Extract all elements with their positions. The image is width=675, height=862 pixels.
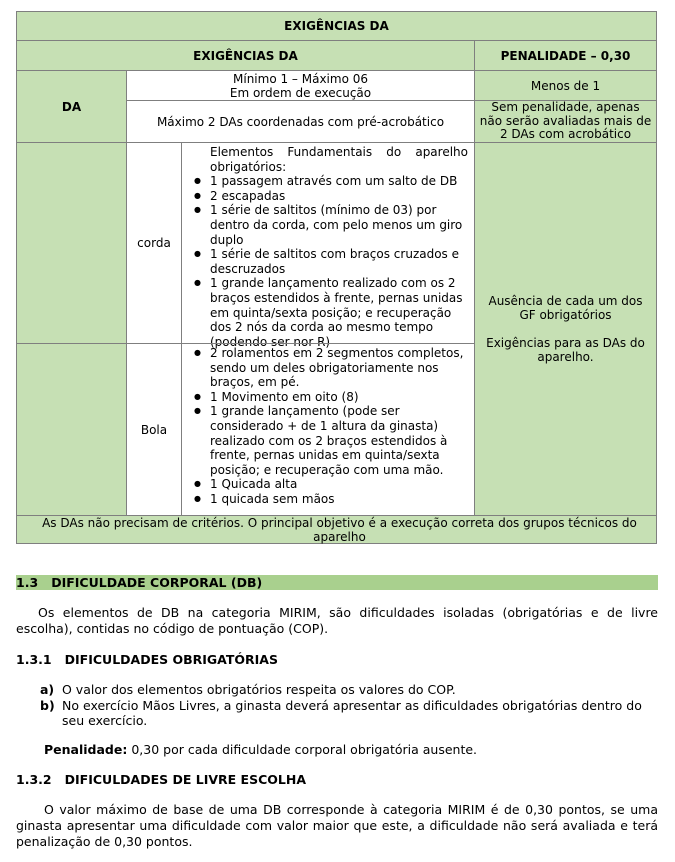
obligatory-list — [40, 682, 650, 729]
header-penalty: PENALIDADE – 0,30 — [474, 40, 657, 71]
apparatus-left-bola — [16, 343, 127, 516]
table-title: EXIGÊNCIAS DA — [16, 11, 657, 41]
table-footer: As DAs não precisam de critérios. O principal objetivo é a execução correta dos grupos técnicos do aparelho — [16, 515, 657, 544]
corda-list — [184, 174, 468, 349]
list-item: ● 2 escapadas — [184, 189, 468, 204]
bola-elements-cell — [181, 343, 475, 516]
list-item: ● 1 quicada sem mãos — [184, 492, 468, 507]
corda-intro-2: obrigatórios: — [210, 159, 287, 174]
row1-requirement: Mínimo 1 – Máximo 06 Em ordem de execução — [126, 70, 475, 101]
list-item: ● 1 série de saltitos (mínimo de 03) por dentro da corda, com pelo menos um giro duplo — [184, 203, 468, 247]
list-item: ● 1 grande lançamento realizado com os 2 braços estendidos à frente, pernas unidas em quinta/sexta posição; e recuperação dos 2 nós da corda ao mesmo tempo (podendo ser nor R) — [184, 276, 468, 349]
subsection-heading-1: 1.3.1 DIFICULDADES OBRIGATÓRIAS — [16, 652, 278, 667]
corda-elements-cell — [181, 142, 475, 349]
list-item: ● 1 grande lançamento (pode ser considerado + de 1 altura da ginasta) realizado com os 2 braços estendidos à frente, pernas unidas em quinta/sexta posição; e recuperação com uma mão. — [184, 404, 468, 477]
list-item: ● 1 Movimento em oito (8) — [184, 390, 468, 405]
list-item: ● 2 rolamentos em 2 segmentos completos, sendo um deles obrigatoriamente nos braços, em pé. — [184, 346, 468, 390]
requirements-table — [16, 11, 657, 544]
header-requirements: EXIGÊNCIAS DA — [16, 40, 475, 71]
section-intro: Os elementos de DB na categoria MIRIM, são dificuldades isoladas (obrigatórias e de livre escolha), contidas no código de pontuação (COP). — [16, 605, 658, 636]
bola-list — [184, 346, 468, 507]
subsection-heading-2: 1.3.2 DIFICULDADES DE LIVRE ESCOLHA — [16, 772, 306, 787]
apparatus-penalty-cell: Ausência de cada um dos GF obrigatórios Exigências para as DAs do aparelho. — [474, 142, 657, 516]
row2-requirement: Máximo 2 DAs coordenadas com pré-acrobático — [126, 100, 475, 143]
list-item: ● 1 série de saltitos com braços cruzados e descruzados — [184, 247, 468, 276]
list-item: ● 1 Quicada alta — [184, 477, 468, 492]
section-heading: 1.3 DIFICULDADE CORPORAL (DB) — [16, 575, 658, 590]
corda-label-cell: corda — [126, 142, 182, 344]
penalty-line: Penalidade: 0,30 por cada dificuldade corporal obrigatória ausente. — [44, 742, 478, 757]
bola-label-cell: Bola — [126, 343, 182, 516]
list-item: a) O valor dos elementos obrigatórios respeita os valores do COP. — [40, 682, 456, 697]
da-label-cell: DA — [16, 70, 127, 143]
list-item: ● 1 passagem através com um salto de DB — [184, 174, 468, 189]
row2-penalty: Sem penalidade, apenas não serão avaliadas mais de 2 DAs com acrobático — [474, 100, 657, 143]
corda-intro: Elementos Fundamentais do aparelho — [210, 145, 468, 159]
free-choice-paragraph: O valor máximo de base de uma DB corresponde à categoria MIRIM é de 0,30 pontos, se uma ginasta apresentar uma dificuldade com valor maior que este, a dificuldade não será avaliada e terá penalização de 0,30 pontos. — [16, 802, 658, 849]
apparatus-left-corda — [16, 142, 127, 344]
list-item: b) No exercício Mãos Livres, a ginasta deverá apresentar as dificuldades obrigatórias dentro do seu exercício. — [40, 697, 642, 728]
row1-penalty: Menos de 1 — [474, 70, 657, 101]
